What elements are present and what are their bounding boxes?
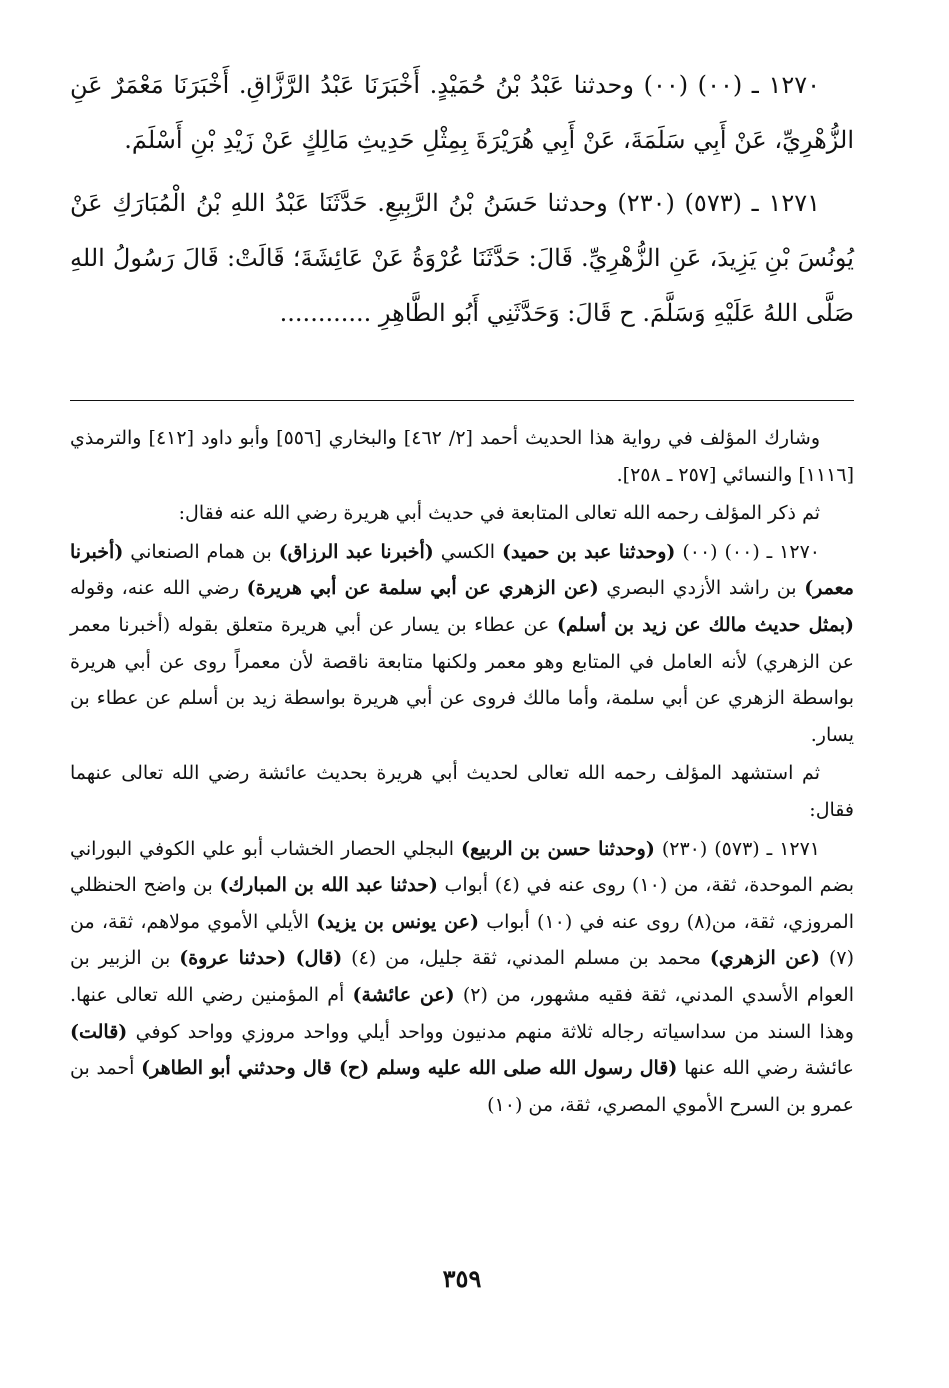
text-run: ١٢٧١ ـ (٥٧٣) (٢٣٠) <box>654 837 821 860</box>
text-run: بن همام الصنعاني <box>123 540 279 563</box>
hadith-1271: ١٢٧١ ـ (٥٧٣) (٢٣٠) وحدثنا حَسَنُ بْنُ الرَّبِيعِ. حَدَّثَنَا عَبْدُ اللهِ بْنُ الْمُبَارَكِ عَنْ يُونُسَ بْنِ يَزِيدَ، عَنِ الزُّهْرِيِّ. قَالَ: حَدَّثَنَا عُرْوَةُ عَنْ عَائِشَةَ؛ قَالَتْ: قَالَ رَسُولُ اللهِ صَلَّى اللهُ عَلَيْهِ وَسَلَّمَ. ح قَالَ: وَحَدَّثَنِي أَبُو الطَّاهِرِ ............ <box>70 189 854 327</box>
commentary <box>70 420 854 1125</box>
footnote-divider <box>70 400 854 401</box>
commentary-paragraph-mutabaa-intro: ثم ذكر المؤلف رحمه الله تعالى المتابعة في حديث أبي هريرة رضي الله عنه فقال: <box>178 502 820 525</box>
text-run: بن واضح الحنظلي المروزي، ثقة، من(٨) روى عنه في (١٠) أبواب <box>70 874 854 933</box>
hadith-1270: ١٢٧٠ ـ (٠٠) (٠٠) وحدثنا عَبْدُ بْنُ حُمَيْدٍ. أَخْبَرَنَا عَبْدُ الرَّزَّاقِ. أَخْبَرَنَا مَعْمَرٌ عَنِ الزُّهْرِيِّ، عَنْ أَبِي سَلَمَةَ، عَنْ أَبِي هُرَيْرَةَ بِمِثْلِ حَدِيثِ مَالِكٍ عَنْ زَيْدِ بْنِ أَسْلَمَ. <box>70 71 854 154</box>
quoted-text: (عن الزهري عن أبي سلمة عن أبي هريرة) <box>246 577 599 600</box>
commentary-paragraph-shahid-intro: ثم استشهد المؤلف رحمه الله تعالى لحديث أبي هريرة بحديث عائشة رضي الله تعالى عنهما فقال: <box>70 762 854 821</box>
quoted-text: (عن يونس بن يزيد) <box>316 910 479 933</box>
quoted-text: (وحدثنا حسن بن الربيع) <box>460 837 655 860</box>
commentary-paragraph-sharing: وشارك المؤلف في رواية هذا الحديث أحمد [٢/ ٤٦٢] والبخاري [٥٥٦] وأبو داود [٤١٢] والترمذي [١١١٦] والنسائي [٢٥٧ ـ ٢٥٨]. <box>70 427 854 486</box>
text-run: محمد بن مسلم المدني، ثقة جليل، من (٤) <box>342 947 710 970</box>
text-run: بن راشد الأزدي البصري <box>598 577 805 600</box>
text-run: البجلي الحصار الخشاب أبو علي الكوفي البوراني بضم الموحدة، ثقة، من (١٠) روى عنه في (٤) أبواب <box>70 837 855 897</box>
book-page <box>70 58 854 1348</box>
quoted-text: (وحدثنا عبد بن حميد) <box>501 540 676 563</box>
quoted-text: (بمثل حديث مالك عن زيد بن أسلم) <box>556 613 854 636</box>
quoted-text: (عن عائشة) <box>352 983 455 1006</box>
text-run: عائشة رضي الله عنها <box>677 1057 855 1080</box>
quoted-text: (أخبرنا عبد الرزاق) <box>278 540 434 563</box>
text-run: عن عطاء بن يسار عن أبي هريرة متعلق بقوله (أخبرنا معمر عن الزهري) لأنه العامل في المتابع وهو معمر ولكنها متابعة ناقصة لأن معمراً روى عن أبي هريرة بواسطة الزهري عن أبي سلمة، وأما مالك فروى عن أبي هريرة بواسطة زيد بن أسلم عن عطاء بن يسار. <box>70 613 854 746</box>
quoted-text: (حدثنا عبد الله بن المبارك) <box>219 874 438 897</box>
text-run: ١٢٧٠ ـ (٠٠) (٠٠) <box>675 540 820 563</box>
page-number: ٣٥٩ <box>442 1264 482 1293</box>
text-run: أم المؤمنين رضي الله تعالى عنها. وهذا السند من سداسياته رجاله ثلاثة منهم مدنيون وواحد أيلي وواحد مروزي وواحد كوفي <box>70 983 854 1043</box>
text-run: أحمد بن عمرو بن السرح الأموي المصري، ثقة، من (١٠) <box>70 1057 854 1116</box>
quoted-text: (قالت) <box>70 1020 128 1043</box>
commentary-paragraph-1270 <box>70 534 854 754</box>
quoted-text: (قال رسول الله صلى الله عليه وسلم (ح) قال وحدثني أبو الطاهر) <box>141 1057 678 1080</box>
commentary-paragraph-1271 <box>70 831 854 1124</box>
quoted-text: (أخبرنا معمر) <box>70 540 854 600</box>
text-run: بن الزبير بن العوام الأسدي المدني، ثقة فقيه مشهور، من (٢) <box>70 947 855 1006</box>
hadith-text <box>70 58 854 341</box>
quoted-text: (عن الزهري) <box>709 947 821 970</box>
text-run: رضي الله عنه، وقوله <box>70 577 247 600</box>
text-run: الأيلي الأموي مولاهم، ثقة، من (٧) <box>70 910 854 970</box>
text-run: الكسي <box>433 540 502 563</box>
quoted-text: (قال) (حدثنا عروة) <box>179 947 343 970</box>
